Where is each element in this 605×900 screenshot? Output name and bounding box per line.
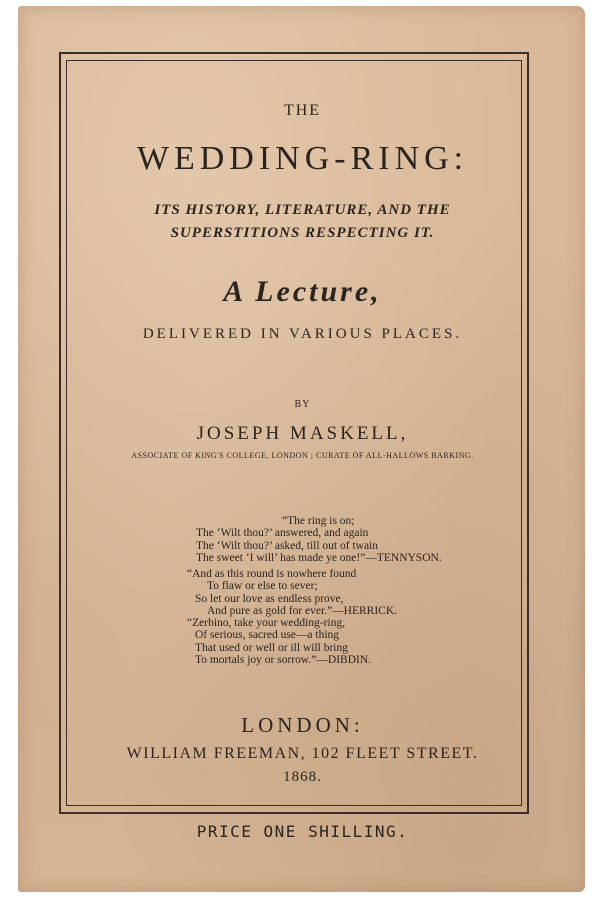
- author-name: JOSEPH MASKELL,: [196, 423, 409, 444]
- delivered-line: DELIVERED IN VARIOUS PLACES.: [142, 326, 463, 342]
- imprint-year: 1868.: [283, 769, 322, 785]
- epigraph-line: The sweet ‘I will’ has made ye one!”—TENNYSON.: [196, 552, 442, 565]
- epigraph-dibdin: [187, 617, 371, 667]
- lecture-heading: A Lecture,: [223, 275, 382, 308]
- author-affiliation: ASSOCIATE OF KING'S COLLEGE, LONDON ; CURATE OF ALL-HALLOWS BARKING.: [131, 451, 474, 460]
- epigraph-line: To mortals joy or sorrow.”—DIBDIN.: [195, 654, 372, 667]
- epigraph-line: Of serious, sacred use—a thing: [195, 629, 340, 642]
- imprint-publisher: WILLIAM FREEMAN, 102 FLEET STREET.: [126, 745, 479, 762]
- epigraph-line: The ‘Wilt thou?’ answered, and again: [196, 527, 369, 540]
- title-article: THE: [283, 102, 322, 119]
- epigraph-line: That used or well or ill will bring: [195, 641, 348, 654]
- imprint-city: LONDON:: [241, 713, 364, 737]
- epigraph-line: The ‘Wilt thou?’ asked, till out of twain: [196, 539, 379, 552]
- epigraph-line: “And as this round is nowhere found: [187, 568, 357, 580]
- price-line: PRICE ONE SHILLING.: [196, 822, 409, 841]
- subtitle-line-2: SUPERSTITIONS RESPECTING IT.: [170, 225, 435, 241]
- epigraph-line: “Zerbino, take your wedding-ring,: [187, 617, 346, 629]
- by-line: BY: [294, 399, 311, 410]
- epigraph-line: To flaw or else to sever;: [207, 580, 318, 593]
- subtitle-line-1: ITS HISTORY, LITERATURE, AND THE: [154, 202, 451, 218]
- epigraph-line: “The ring is on;: [282, 515, 355, 527]
- epigraph-line: And pure as gold for ever.”—HERRICK.: [207, 605, 398, 618]
- epigraph-tennyson: [196, 515, 442, 565]
- book-title: WEDDING-RING:: [136, 140, 469, 177]
- epigraph-line: So let our love as endless prove,: [195, 592, 344, 605]
- epigraph-herrick: [187, 568, 397, 618]
